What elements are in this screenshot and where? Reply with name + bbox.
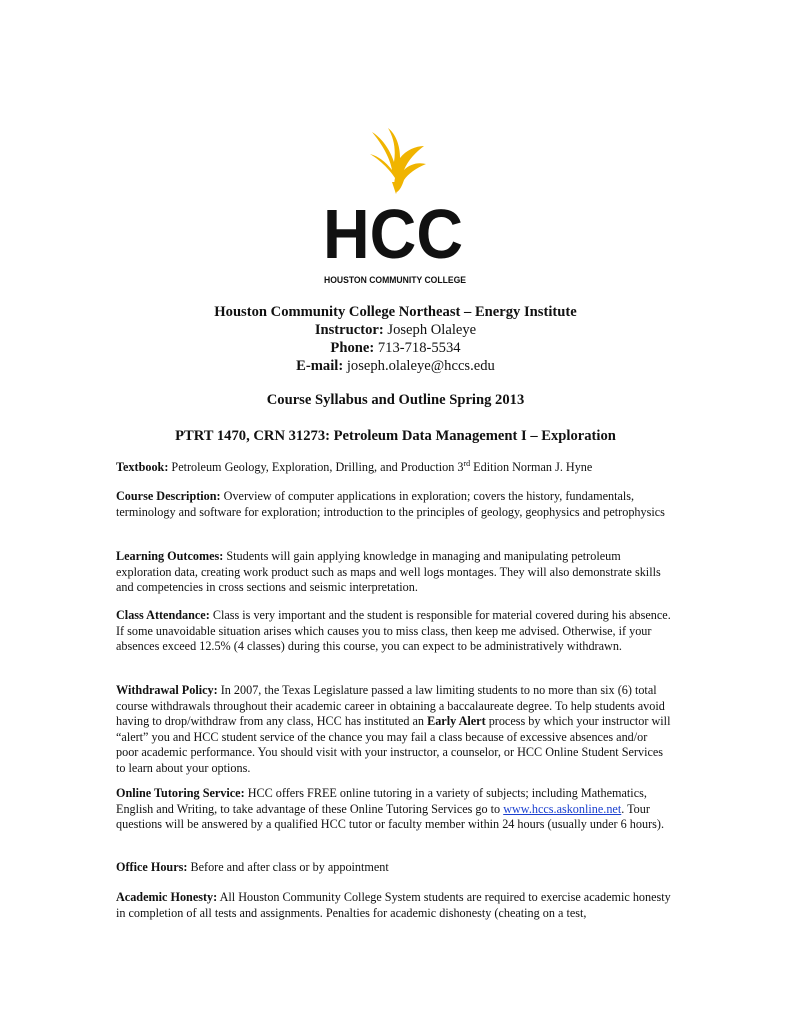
tutoring-text: HCC offers FREE online tutoring in a variety of subjects; including Mathematics, English and Writing, to take advantage of these Online Tutoring Services go to xyxy=(116,786,647,816)
institution-title: Houston Community College Northeast – Energy Institute xyxy=(214,304,577,320)
tutoring-section xyxy=(116,786,671,833)
instructor-name: Joseph Olaleye xyxy=(387,322,477,338)
phone-line xyxy=(0,339,791,357)
textbook-text: Petroleum Geology, Exploration, Drilling, and Production 3 xyxy=(171,460,464,474)
email-address: joseph.olaleye@hccs.edu xyxy=(346,358,495,374)
honesty-text: All Houston Community College System students are required to exercise academic honesty in completion of all tests and assignments. Penalties for academic dishonesty (cheating on a test, xyxy=(116,890,671,920)
office-hours-section xyxy=(116,860,671,876)
tutoring-link[interactable]: www.hccs.askonline.net xyxy=(503,801,622,816)
textbook-text-after: Edition Norman J. Hyne xyxy=(473,460,593,474)
logo-subtitle: HOUSTON COMMUNITY COLLEGE xyxy=(324,275,466,286)
withdrawal-section xyxy=(116,683,671,777)
course-subtitle: PTRT 1470, CRN 31273: Petroleum Data Management I – Exploration xyxy=(175,428,616,444)
description-section xyxy=(116,489,671,520)
course-title: Course Syllabus and Outline Spring 2013 xyxy=(266,392,525,408)
office-hours-text: Before and after class or by appointment xyxy=(190,860,389,874)
description-label: Course Description: xyxy=(116,489,221,503)
email-label: E-mail: xyxy=(296,358,344,374)
email-line xyxy=(0,357,791,375)
withdrawal-text: In 2007, the Texas Legislature passed a law limiting students to no more than six (6) total course withdrawals throughout their academic career in obtaining a baccalaureate degree. To help students avoid having to drop/withdraw from any class, HCC has instituted an xyxy=(116,683,665,729)
honesty-label: Academic Honesty: xyxy=(116,890,218,904)
early-alert-term: Early Alert xyxy=(427,714,486,729)
phone-label: Phone: xyxy=(330,340,375,356)
instructor-line xyxy=(0,321,791,339)
outcomes-section xyxy=(116,549,671,596)
office-hours-label: Office Hours: xyxy=(116,860,188,874)
phone-number: 713-718-5534 xyxy=(377,340,461,356)
attendance-label: Class Attendance: xyxy=(116,608,210,622)
outcomes-label: Learning Outcomes: xyxy=(116,549,224,563)
outcomes-text: Students will gain applying knowledge in managing and manipulating petroleum exploration data, creating work product such as maps and well logs montages. They will also demonstrate skills and competencies in cross sections and seismic interpretation. xyxy=(116,549,661,595)
hcc-logo xyxy=(320,120,470,290)
attendance-text: Class is very important and the student is responsible for material covered during his absence. If some unavoidable situation arises which causes you to miss class, then keep me advised. Otherwise, if your absences exceed 12.5% (4 classes) during this course, you can expect to be administratively withdrawn. xyxy=(116,608,671,654)
textbook-label: Textbook: xyxy=(116,460,169,474)
attendance-section xyxy=(116,608,671,655)
honesty-section xyxy=(116,890,671,921)
withdrawal-label: Withdrawal Policy: xyxy=(116,683,218,697)
textbook-edition-sup: rd xyxy=(463,458,471,468)
textbook-section xyxy=(116,460,671,476)
eagle-icon xyxy=(370,128,426,194)
tutoring-label: Online Tutoring Service: xyxy=(116,786,245,800)
tutoring-text-after: . Tour questions will be answered by a qualified HCC tutor or faculty member within 24 hours (usually under 6 hours). xyxy=(116,801,664,832)
instructor-label: Instructor: xyxy=(314,322,384,338)
description-text: Overview of computer applications in exploration; covers the history, fundamentals, terminology and software for exploration; introduction to the principles of geology, geophysics and petrophysics xyxy=(116,489,665,519)
logo-wordmark: HCC xyxy=(323,195,463,273)
withdrawal-text-after: process by which your instructor will “alert” you and HCC student service of the chance you may fail a class because of excessive absences and/or poor academic performance. You should visit with your instructor, a counselor, or HCC Online Student Services to learn about your options. xyxy=(116,714,671,775)
